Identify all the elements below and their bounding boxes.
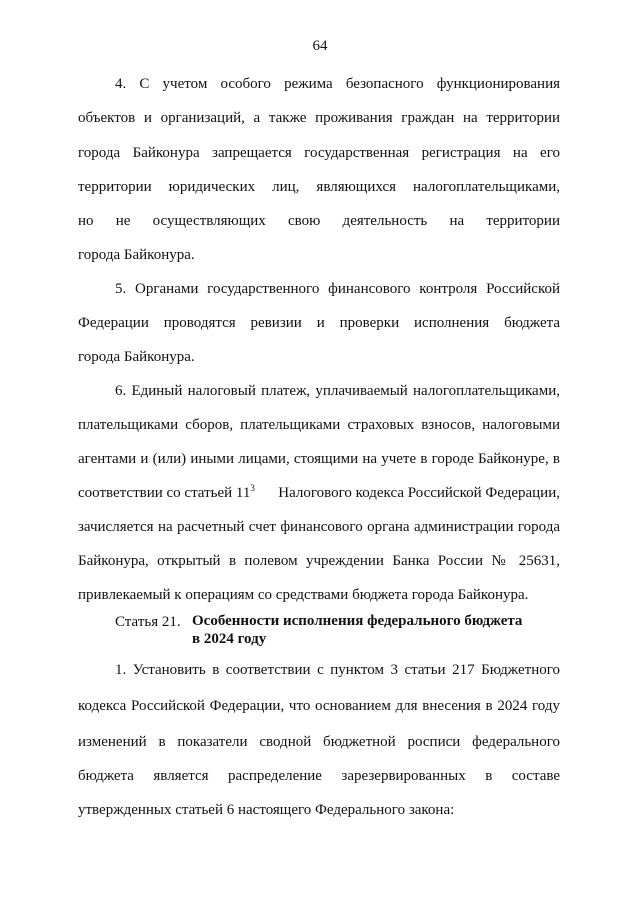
paragraph-5-line-1: 5. Органами государственного финансового контроля Российской [115, 281, 560, 297]
paragraph-6-line-1: 6. Единый налоговый платеж, уплачиваемый налогоплательщиками, [115, 383, 560, 399]
paragraph-6-line-4 [78, 483, 560, 503]
paragraph-5-line-2: Федерации проводятся ревизии и проверки исполнения бюджета [78, 315, 560, 331]
paragraph-4-line-1: 4. С учетом особого режима безопасного функционирования [115, 76, 560, 92]
article-paragraph-1-line-1: 1. Установить в соответствии с пунктом 3 статьи 217 Бюджетного [115, 662, 560, 678]
paragraph-5-line-3: города Байконура. [78, 349, 195, 365]
paragraph-6-line-5: зачисляется на расчетный счет финансового органа администрации города [78, 519, 560, 535]
article-label: Статья 21. [115, 614, 181, 630]
article-paragraph-1-line-2: кодекса Российской Федерации, что основанием для внесения в 2024 году [78, 698, 560, 714]
paragraph-6-line-6: Байконура, открытый в полевом учреждении Банка России № 25631, [78, 553, 560, 569]
article-paragraph-1-line-3: изменений в показатели сводной бюджетной росписи федерального [78, 734, 560, 750]
paragraph-6-line-3: агентами и (или) иными лицами, стоящими на учете в городе Байконуре, в [78, 451, 560, 467]
paragraph-4-line-4: территории юридических лиц, являющихся налогоплательщиками, [78, 179, 560, 195]
article-title-line-2: в 2024 году [192, 631, 267, 647]
article-paragraph-1-line-4: бюджета является распределение зарезервированных в составе [78, 768, 560, 784]
article-paragraph-1-line-5: утвержденных статьей 6 настоящего Федерального закона: [78, 802, 455, 818]
superscript: 3 [250, 483, 255, 493]
paragraph-6-line-7: привлекаемый к операциям со средствами бюджета города Байконура. [78, 587, 529, 603]
paragraph-6-line-4-part-b: Налогового кодекса Российской Федерации, [278, 485, 560, 501]
article-title-line-1: Особенности исполнения федерального бюджета [192, 613, 523, 629]
page-number: 64 [312, 38, 328, 54]
paragraph-6-line-2: плательщиками сборов, плательщиками страховых взносов, налоговыми [78, 417, 560, 433]
article-title [192, 612, 552, 648]
paragraph-6-line-4-part-a: соответствии со статьей $11^3$ [78, 483, 255, 501]
paragraph-4-line-3: города Байконура запрещается государственная регистрация на его [78, 145, 560, 161]
paragraph-4-line-5: но не осуществляющих свою деятельность на территории [78, 213, 560, 229]
paragraph-4-line-2: объектов и организаций, а также проживания граждан на территории [78, 110, 560, 126]
paragraph-4-line-6: города Байконура. [78, 247, 195, 263]
